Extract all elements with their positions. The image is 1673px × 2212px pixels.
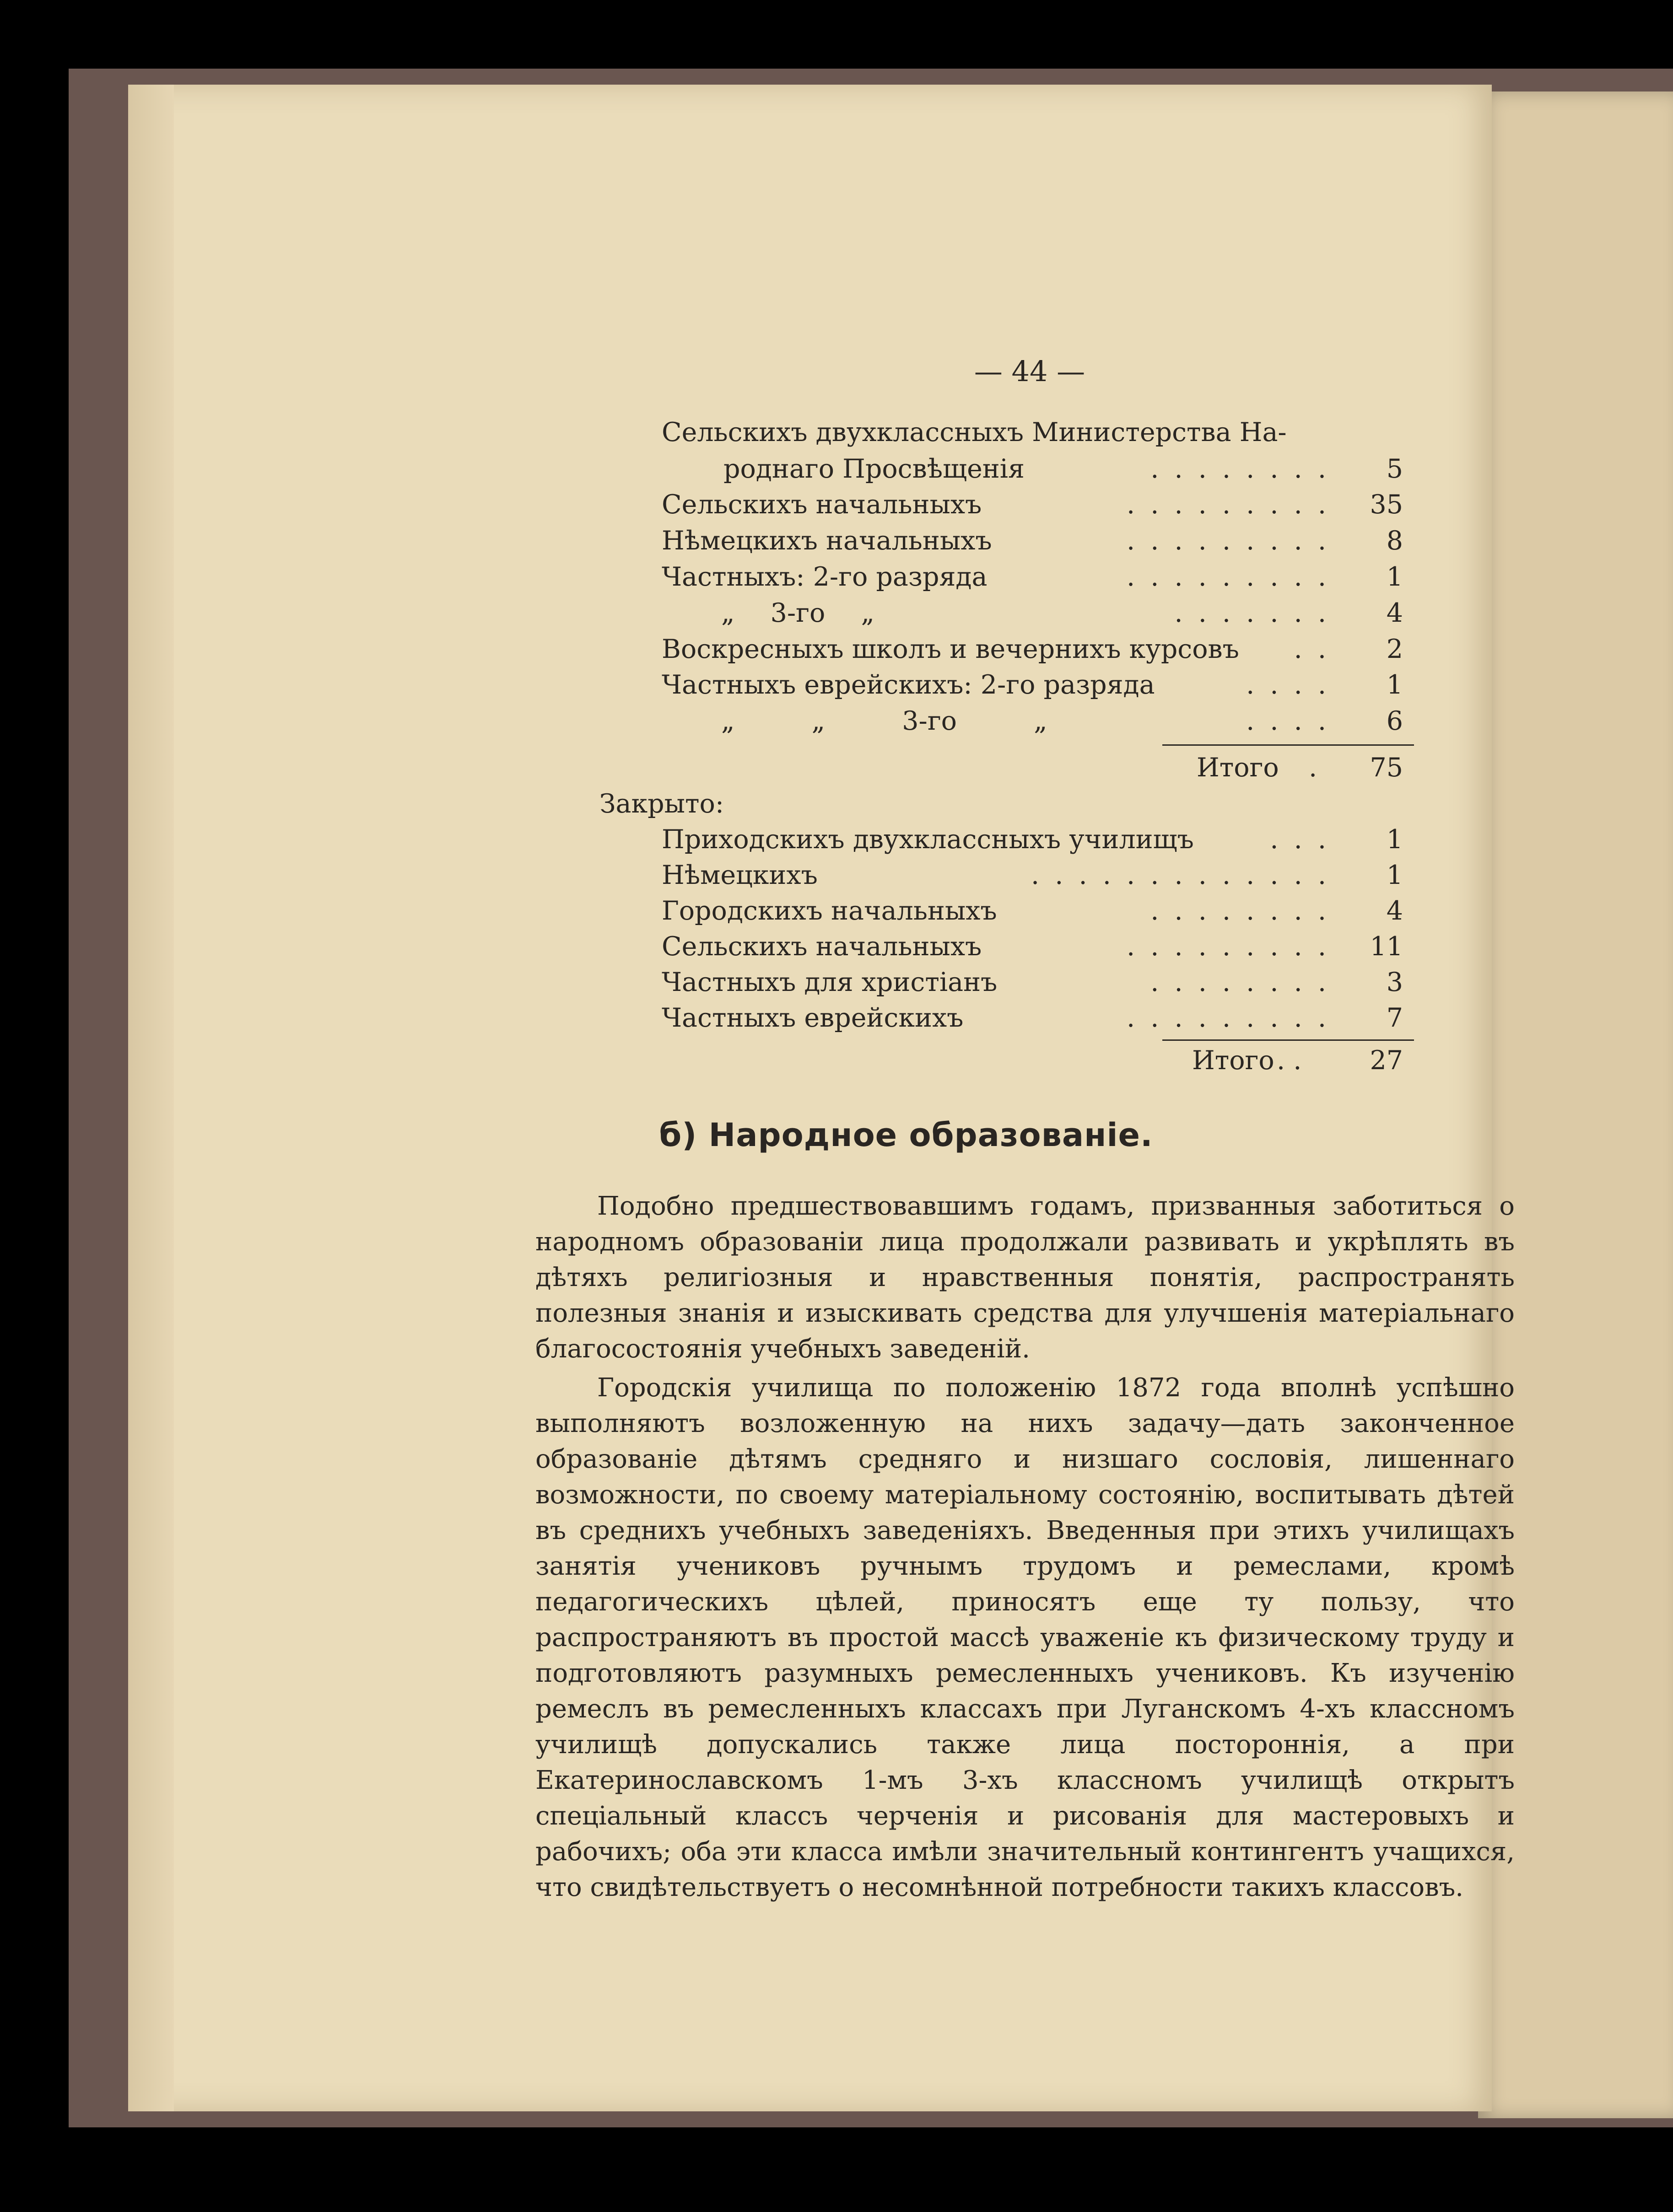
row-value: 4 — [1386, 598, 1403, 628]
row-value: 8 — [1386, 526, 1403, 556]
row-label: „ 3-го „ — [721, 598, 875, 628]
row-value: 1 — [1386, 860, 1403, 890]
leader-dots: . . . . . . . . . — [1126, 562, 1330, 592]
leader-dots: . . . . . . . . . . . . . — [1031, 860, 1330, 890]
leader-dots: . . . . . . . . . — [1126, 490, 1330, 520]
row-label: Сельскихъ начальныхъ — [662, 490, 982, 520]
leader-dots: . . — [1294, 634, 1330, 664]
row-value: 35 — [1370, 490, 1403, 520]
table-row — [662, 928, 1403, 965]
row-label: Частныхъ: 2-го разряда — [662, 562, 988, 592]
row-value: 7 — [1386, 1003, 1403, 1033]
table-row — [662, 486, 1403, 523]
table-row — [662, 595, 1403, 631]
leader-dots: . . . . . . . . — [1150, 454, 1330, 484]
page-gutter — [128, 85, 174, 2111]
row-label: Частныхъ еврейскихъ — [662, 1003, 964, 1033]
total-value: 75 — [1370, 753, 1403, 783]
leader-dots: . . . . . . . — [1174, 598, 1330, 628]
section-title: б) Народное образованіе. — [659, 1116, 1153, 1154]
row-value: 4 — [1386, 896, 1403, 926]
row-value: 6 — [1386, 706, 1403, 736]
table-row — [662, 667, 1403, 703]
table-row — [662, 703, 1403, 739]
row-label: Нѣмецкихъ — [662, 860, 818, 890]
row-label: роднаго Просвѣщенія — [723, 454, 1025, 484]
table-row — [662, 821, 1403, 858]
row-label: „ „ 3-го „ — [721, 706, 1047, 736]
total-value: 27 — [1370, 1045, 1403, 1076]
leader-dots: . . . . . . . . . — [1126, 1003, 1330, 1033]
leader-dots: . — [1309, 753, 1317, 783]
table-row — [662, 1000, 1403, 1036]
total-label: Итого — [1192, 1045, 1274, 1076]
page-number: — 44 — — [974, 355, 1085, 388]
row-value: 5 — [1386, 454, 1403, 484]
section-heading: Закрыто: — [599, 789, 724, 819]
body-paragraph: Подобно предшествовавшимъ годамъ, призванныя заботиться о народномъ образованіи лица продолжали развивать и укрѣплять въ дѣтяхъ религіозныя и нравственныя понятія, распространять полезныя знанія и изыскивать средства для улучшенія матеріальнаго благосостоянія учебныхъ заведеній. — [535, 1191, 1515, 1364]
total-rule — [1162, 744, 1414, 746]
leader-dots: . . . . . . . . . — [1126, 526, 1330, 556]
leader-dots: . . . . . . . . . — [1126, 931, 1330, 962]
total-rule — [1162, 1039, 1414, 1041]
table-row — [662, 631, 1403, 667]
table-row — [662, 414, 1403, 451]
leader-dots: . . . . . . . . — [1150, 967, 1330, 997]
total-label: Итого — [1197, 753, 1279, 783]
row-label: Воскресныхъ школъ и вечернихъ курсовъ — [662, 634, 1239, 664]
leader-dots: . . . . — [1246, 706, 1330, 736]
row-value: 1 — [1386, 824, 1403, 855]
body-paragraph: Городскія училища по положенію 1872 года вполнѣ успѣшно выполняютъ возложенную на нихъ задачу—дать законченное образованіе дѣтямъ средняго и низшаго сословія, лишеннаго возможности, по своему матеріальному состоянію, воспитывать дѣтей въ среднихъ учебныхъ заведеніяхъ. Введенныя при этихъ училищахъ занятія учениковъ ручнымъ трудомъ и ремеслами, кромѣ педагогическихъ цѣлей, приносятъ еще ту пользу, что распространяютъ въ простой массѣ уваженіе къ физическому труду и подготовляютъ разумныхъ ремесленныхъ учениковъ. Къ изученію ремеслъ въ ремесленныхъ классахъ при Луганскомъ 4-хъ классномъ училищѣ допускались также лица постороннія, а при Екатеринославскомъ 1-мъ 3-хъ классномъ училищѣ открытъ спеціальный классъ черченія и рисованія для мастеровыхъ и рабочихъ; оба эти класса имѣли значительный контингентъ учащихся, что свидѣтельствуетъ о несомнѣнной потребности такихъ классовъ. — [535, 1373, 1515, 1902]
row-label: Сельскихъ начальныхъ — [662, 931, 982, 962]
row-label: Нѣмецкихъ начальныхъ — [662, 526, 992, 556]
row-label: Частныхъ еврейскихъ: 2-го разряда — [662, 670, 1155, 700]
leader-dots: . . . . — [1246, 670, 1330, 700]
leader-dots: . . . — [1270, 824, 1330, 855]
row-label: Приходскихъ двухклассныхъ училищъ — [662, 824, 1194, 855]
row-value: 11 — [1370, 931, 1403, 962]
table-row — [662, 559, 1403, 595]
table-row — [662, 857, 1403, 893]
row-value: 1 — [1386, 670, 1403, 700]
row-value: 2 — [1386, 634, 1403, 664]
row-label: Сельскихъ двухклассныхъ Министерства На- — [662, 417, 1287, 447]
table-row — [662, 451, 1403, 487]
row-label: Частныхъ для христіанъ — [662, 967, 998, 997]
table-row — [662, 893, 1403, 929]
leader-dots: . . . . . . . . — [1150, 896, 1330, 926]
row-label: Городскихъ начальныхъ — [662, 896, 997, 926]
table-row — [662, 522, 1403, 559]
table-row — [662, 964, 1403, 1001]
row-value: 1 — [1386, 562, 1403, 592]
leader-dots: . . — [1277, 1045, 1302, 1076]
row-value: 3 — [1386, 967, 1403, 997]
